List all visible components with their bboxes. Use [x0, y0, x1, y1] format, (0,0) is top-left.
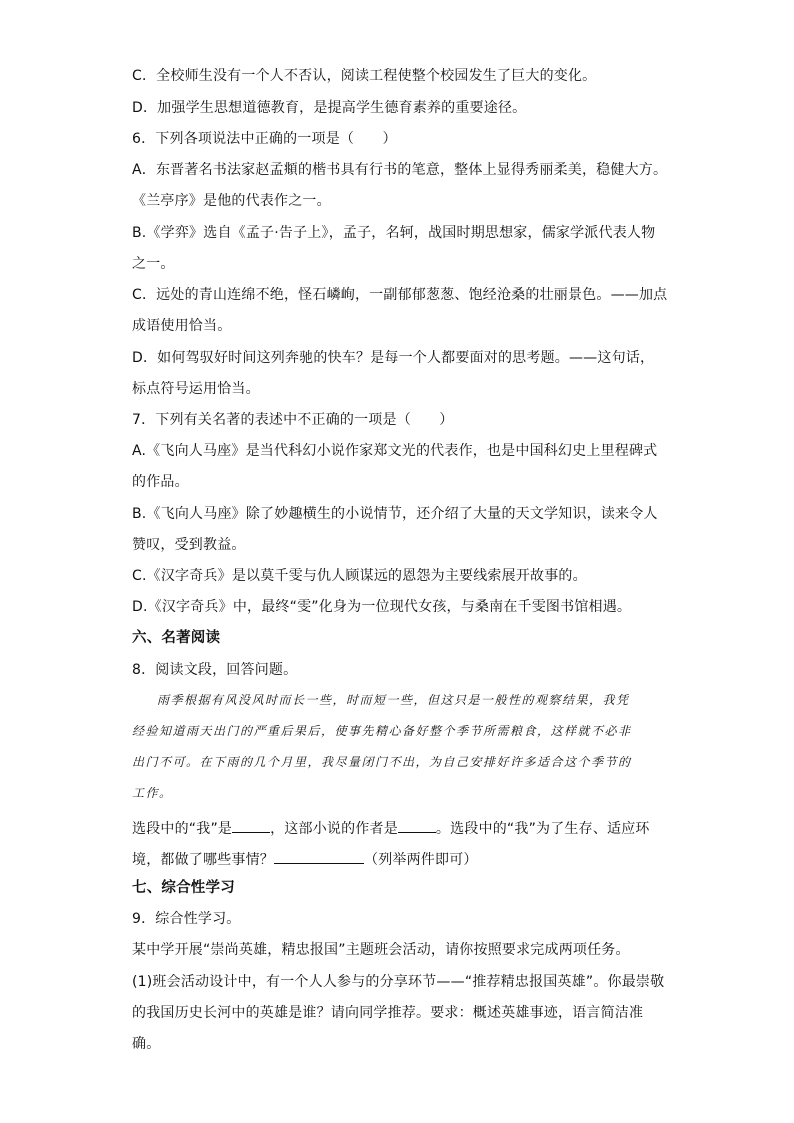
q7-option-a-line1: A.《飞向人马座》是当代科幻小说作家郑文光的代表作，也是中国科幻史上里程碑式 [132, 443, 658, 459]
q6-option-c-line1: C．远处的青山连绵不绝，怪石嶙峋，一副郁郁葱葱、饱经沧桑的壮丽景色。——加点 [132, 287, 668, 303]
q8-question-line1: 选段中的“我”是 ，这部小说的作者是 。选段中的“我”为了生存、适应环 [132, 816, 650, 839]
q5-option-c: C．全校师生没有一个人不否认，阅读工程使整个校园发生了巨大的变化。 [132, 68, 597, 84]
answer-blank-narrator[interactable] [232, 816, 270, 833]
passage-line-1: 雨季根据有风没风时而长一些，时而短一些，但这只是一般性的观察结果，我凭 [157, 693, 630, 707]
passage-line-4: 工作。 [132, 786, 173, 800]
answer-blank-actions[interactable] [274, 847, 364, 864]
section-7-title: 七、综合性学习 [132, 880, 235, 896]
q6-option-a-line1: A．东晋著名书法家赵孟頫的楷书具有行书的笔意，整体上显得秀丽柔美，稳健大方。 [132, 162, 668, 178]
q7-option-a-line2: 的作品。 [132, 474, 189, 490]
q8-stem: 8．阅读文段，回答问题。 [132, 662, 298, 678]
section-6-title: 六、名著阅读 [132, 630, 221, 646]
q9-task1-line1: (1)班会活动设计中，有一个人人参与的分享环节——“推荐精忠报国英雄”。你最崇敬 [132, 974, 665, 990]
q7-option-c: C.《汉字奇兵》是以莫千雯与仇人顾谋远的恩怨为主要线索展开故事的。 [132, 568, 587, 584]
passage-line-2: 经验知道雨天出门的严重后果后，使事先精心备好整个季节所需粮食，这样就不必非 [132, 724, 632, 738]
passage-line-3: 出门不可。在下雨的几个月里，我尽量闭门不出，为自己安排好许多适合这个季节的 [132, 755, 632, 769]
q8-question-line2: 境，都做了哪些事情？ （列举两件即可） [132, 847, 478, 870]
q6-option-c-line2: 成语使用恰当。 [132, 318, 232, 334]
q9-task1-line3: 确。 [132, 1036, 161, 1052]
q6-option-d-line1: D．如何驾驭好时间这列奔驰的快车？是每一个人都要面对的思考题。——这句话， [132, 350, 655, 366]
answer-blank-author[interactable] [398, 816, 436, 833]
q5-option-d: D．加强学生思想道德教育，是提高学生德育素养的重要途径。 [132, 100, 527, 116]
q7-option-d: D.《汉字奇兵》中，最终“雯”化身为一位现代女孩，与桑南在千雯图书馆相遇。 [132, 599, 632, 615]
q7-option-b-line2: 赞叹，受到教益。 [132, 537, 246, 553]
q6-option-b-line1: B.《学弈》选自《孟子·告子上》，孟子，名轲，战国时期思想家，儒家学派代表人物 [132, 225, 656, 241]
q6-option-d-line2: 标点符号运用恰当。 [132, 381, 260, 397]
q6-stem: 6．下列各项说法中正确的一项是（ ） [132, 131, 397, 147]
q9-intro: 某中学开展“崇尚英雄，精忠报国”主题班会活动，请你按照要求完成两项任务。 [132, 942, 630, 958]
q6-option-a-line2: 《兰亭序》是他的代表作之一。 [132, 193, 331, 209]
q6-option-b-line2: 之一。 [132, 256, 175, 272]
q9-stem: 9．综合性学习。 [132, 911, 241, 927]
q7-option-b-line1: B.《飞向人马座》除了妙趣横生的小说情节，还介绍了大量的天文学知识，读来令人 [132, 506, 658, 522]
q7-stem: 7．下列有关名著的表述中不正确的一项是（ ） [132, 412, 454, 428]
q9-task1-line2: 的我国历史长河中的英雄是谁？请向同学推荐。要求：概述英雄事迹，语言简洁准 [132, 1005, 644, 1021]
